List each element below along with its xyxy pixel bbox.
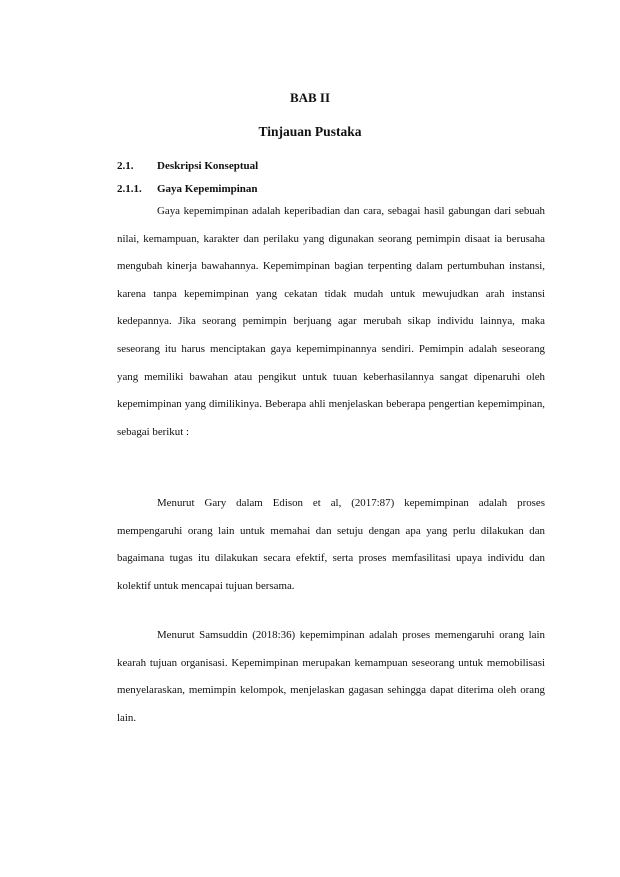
chapter-title: Tinjauan Pustaka bbox=[258, 124, 362, 139]
section-heading-2-1 bbox=[117, 160, 258, 172]
paragraph-3: Menurut Samsuddin (2018:36) kepemimpinan adalah proses memengaruhi orang lain kearah tujuan organisasi. Kepemimpinan merupakan kemampuan seseorang untuk memobilisasi menyelaraskan, memimpin kelompok, menjelaskan gagasan sehingga dapat diterima oleh orang lain. bbox=[117, 629, 545, 724]
section-title: Gaya Kepemimpinan bbox=[157, 183, 258, 195]
paragraph-1: Gaya kepemimpinan adalah keperibadian dan cara, sebagai hasil gabungan dari sebuah nilai, kemampuan, karakter dan perilaku yang digunakan seorang pemimpin disaat ia berusaha mengubah kinerja bawahannya. Kepemimpinan bagian terpenting dalam pertumbuhan instansi, karena tanpa kepemimpinan yang cekatan tidak mudah untuk mewujudkan arah instansi kedepannya. Jika seorang pemimpin berjuang agar merubah sikap individu lainnya, maka seseorang itu harus menciptakan gaya kepemimpinannya sendiri. Pemimpin adalah seseorang yang memiliki bawahan atau pengikut untuk tuuan keberhasilannya sangat dipenaruhi oleh kepemimpinan yang dimilikinya. Beberapa ahli menjelaskan beberapa pengertian kepemimpinan, sebagai berikut : bbox=[117, 205, 545, 438]
section-title: Deskripsi Konseptual bbox=[157, 160, 259, 172]
section-number: 2.1. bbox=[117, 160, 134, 172]
section-heading-2-1-1 bbox=[117, 183, 258, 195]
section-number: 2.1.1. bbox=[117, 183, 142, 195]
chapter-heading: BAB II bbox=[289, 90, 331, 105]
paragraph-2: Menurut Gary dalam Edison et al, (2017:87) kepemimpinan adalah proses mempengaruhi orang lain untuk memahai dan setuju dengan apa yang perlu dilakukan dan bagaimana tugas itu dilakukan secara efektif, serta proses memfasilitasi upaya individu dan kolektif untuk mencapai tujuan bersama. bbox=[117, 497, 545, 592]
